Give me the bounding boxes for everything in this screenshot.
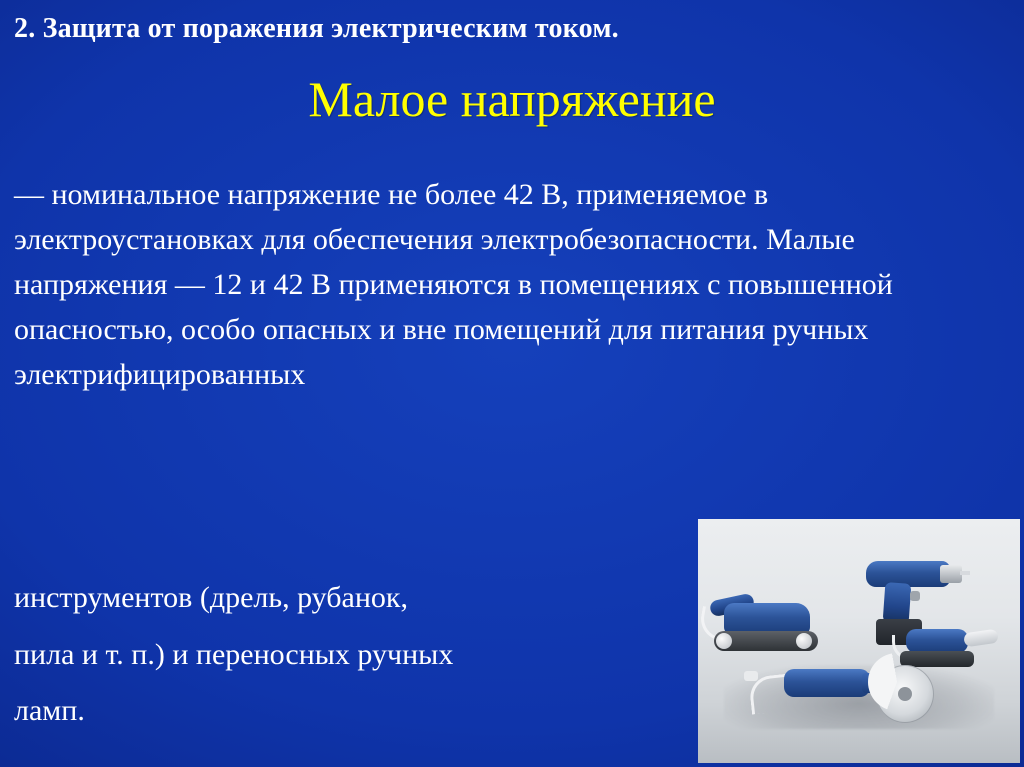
power-tools-photo: [698, 519, 1020, 763]
drill-chuck: [940, 565, 962, 583]
sander-roller-rear: [796, 633, 812, 649]
body-paragraph: — номинальное напряжение не более 42 В, применяемое в электроустановках для обеспечения электробезопасности. Малые напряжения — 12 и 42 В применяются в помещениях с повышенной опасностью, особо опасных и вне помещений для питания ручных электрифицированных: [14, 178, 893, 391]
body-text-tail: [14, 575, 674, 745]
body-text: [14, 172, 974, 403]
orbit-body: [906, 629, 968, 653]
grinder-guard: [868, 653, 926, 711]
drill-body: [866, 561, 950, 587]
drill-grip: [883, 582, 912, 624]
page-title: Малое напряжение: [308, 71, 716, 127]
body-line-4: ламп.: [14, 694, 85, 727]
drill-bit: [960, 571, 970, 575]
grinder-hub: [898, 687, 912, 701]
angle-grinder-icon: [784, 655, 944, 737]
body-line-3: пила и т. п.) и переносных ручных: [14, 637, 454, 671]
orbit-dust-nozzle: [963, 629, 999, 648]
grinder-plug-icon: [744, 671, 758, 681]
section-title: 2. Защита от поражения электрическим током.: [14, 13, 619, 44]
grinder-motor: [784, 669, 870, 697]
body-line-2: инструментов (дрель, рубанок,: [14, 581, 408, 614]
drill-trigger: [910, 591, 920, 601]
belt-sander-icon: [706, 597, 824, 657]
sander-roller-front: [716, 633, 732, 649]
